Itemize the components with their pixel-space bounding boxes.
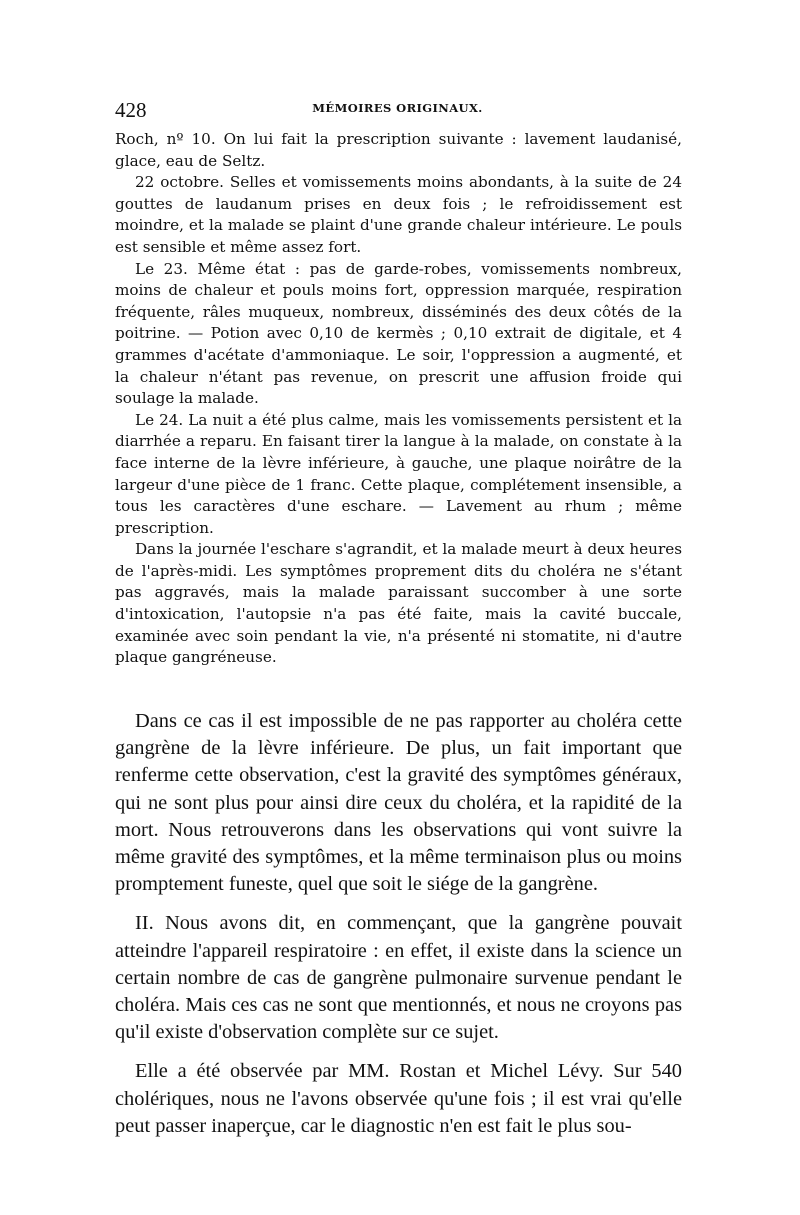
case-paragraph: Dans la journée l'eschare s'agrandit, et la malade meurt à deux heures de l'après-midi. Les symptômes proprement dits du choléra ne s'étant pas aggravés, mais la malade paraissant succomber à une sorte d'intoxication, l'autopsie n'a pas été faite, mais la cavité buccale, examinée avec soin pendant la vie, n'a présenté ni stomatite, ni d'autre plaque gangréneuse. (115, 540, 682, 667)
discussion-text (115, 708, 682, 1140)
discussion-paragraph: II. Nous avons dit, en commençant, que la gangrène pouvait atteindre l'appareil respiratoire : en effet, il existe dans la science un certain nombre de cas de gangrène pulmonaire survenue pendant le choléra. Mais ces cas ne sont que mentionnés, et nous ne croyons pas qu'il existe d'observation complète sur ce sujet. (115, 912, 682, 1044)
running-head: MÉMOIRES ORIGINAUX. (312, 101, 483, 115)
discussion-paragraph: Elle a été observée par MM. Rostan et Michel Lévy. Sur 540 cholériques, nous ne l'avons observée qu'une fois ; il est vrai qu'elle peut passer inaperçue, car le diagnostic n'en est fait le plus sou- (115, 1060, 682, 1137)
case-paragraph: Le 24. La nuit a été plus calme, mais les vomissements persistent et la diarrhée a reparu. En faisant tirer la langue à la malade, on constate à la face interne de la lèvre inférieure, à gauche, une plaque noirâtre de la largeur d'une pièce de 1 franc. Cette plaque, complétement insensible, a tous les caractères d'une eschare. — Lavement au rhum ; même prescription. (115, 410, 682, 537)
case-paragraph: 22 octobre. Selles et vomissements moins abondants, à la suite de 24 gouttes de laudanum prises en deux fois ; le refroidissement est moindre, et la malade se plaint d'une grande chaleur intérieure. Le pouls est sensible et même assez fort. (115, 173, 682, 256)
case-paragraph: Le 23. Même état : pas de garde-robes, vomissements nombreux, moins de chaleur et pouls moins fort, oppression marquée, respiration fréquente, râles muqueux, nombreux, disséminés des deux côtés de la poitrine. — Potion avec 0,10 de kermès ; 0,10 extrait de digitale, et 4 grammes d'acétate d'ammoniaque. Le soir, l'oppression a augmenté, et la chaleur n'étant pas revenue, on prescrit une affusion froide qui soulage la malade. (115, 259, 682, 408)
case-report (115, 129, 682, 669)
case-paragraph: Roch, nº 10. On lui fait la prescription suivante : lavement laudanisé, glace, eau de Seltz. (115, 130, 682, 170)
discussion-paragraph: Dans ce cas il est impossible de ne pas rapporter au choléra cette gangrène de la lèvre inférieure. De plus, un fait important que renferme cette observation, c'est la gravité des symptômes généraux, qui ne sont plus pour ainsi dire ceux du choléra, et la rapidité de la mort. Nous retrouverons dans les observations qui vont suivre la même gravité des symptômes, et la même terminaison plus ou moins promptement funeste, quel que soit le siége de la gangrène. (115, 710, 682, 896)
page-header (115, 98, 680, 122)
page-number: 428 (115, 98, 147, 122)
